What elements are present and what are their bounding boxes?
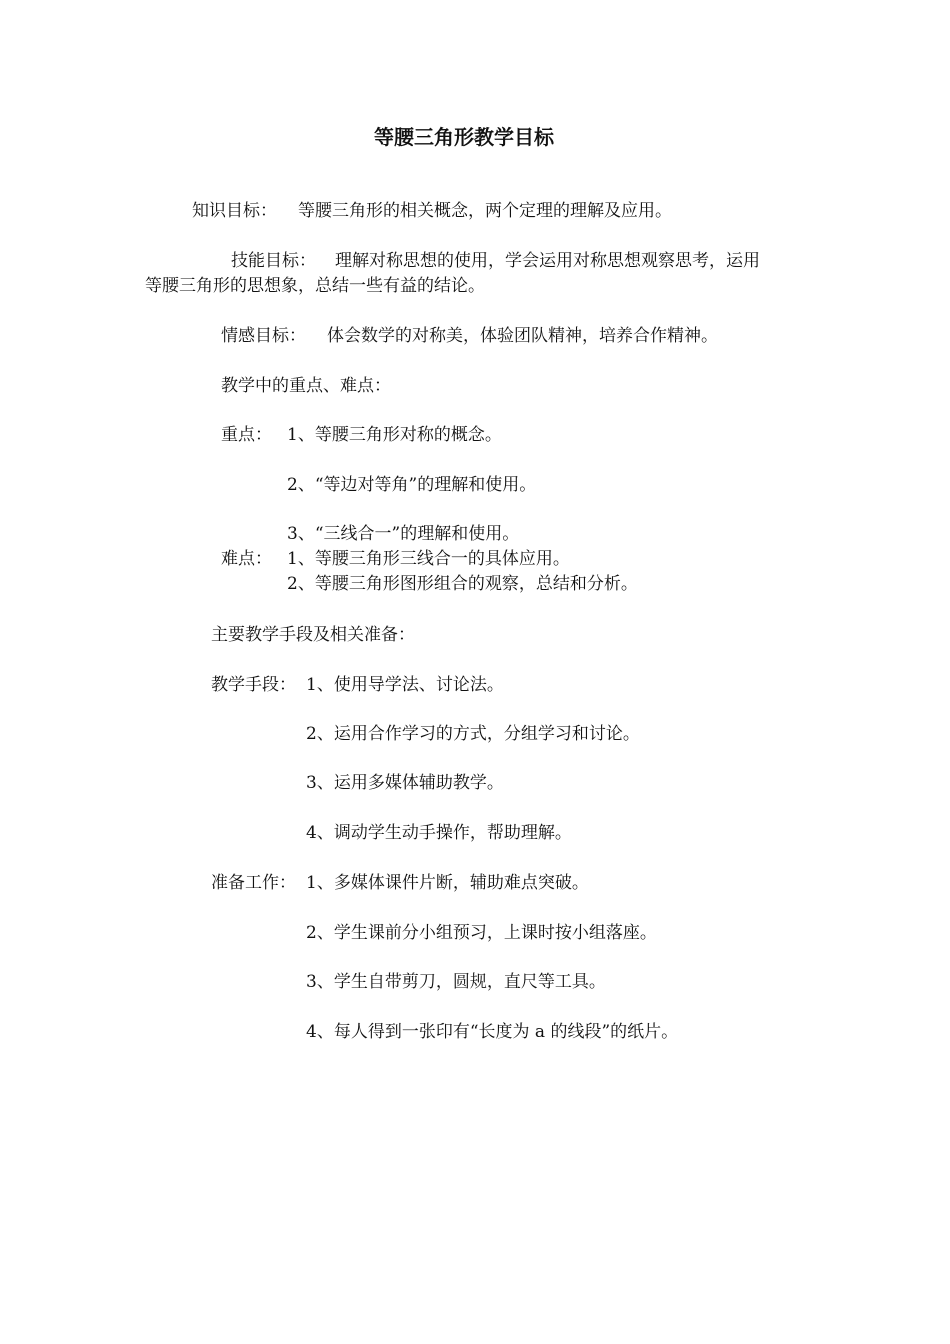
difficult-points-label: 难点： — [221, 549, 272, 569]
teaching-means-label: 教学手段： — [211, 675, 296, 695]
emotion-goal-text: 体会数学的对称美，体验团队精神，培养合作精神。 — [327, 326, 718, 346]
preparation-work-item: 4、每人得到一张印有“长度为 a 的线段”的纸片。 — [306, 1022, 679, 1042]
preparation-work-item: 1、多媒体课件片断，辅助难点突破。 — [306, 873, 589, 893]
teaching-means-item: 3、运用多媒体辅助教学。 — [306, 773, 504, 793]
key-point-item: 3、“三线合一”的理解和使用。 — [287, 524, 520, 544]
preparation-heading: 主要教学手段及相关准备： — [211, 625, 415, 645]
key-points-label: 重点： — [221, 425, 272, 445]
key-point-item: 1、等腰三角形对称的概念。 — [287, 425, 502, 445]
difficult-point-item: 1、等腰三角形三线合一的具体应用。 — [287, 549, 570, 569]
teaching-means-item: 1、使用导学法、讨论法。 — [306, 675, 504, 695]
document-title: 等腰三角形教学目标 — [374, 125, 554, 149]
preparation-work-item: 3、学生自带剪刀，圆规，直尺等工具。 — [306, 972, 606, 992]
emotion-goal-label: 情感目标： — [221, 326, 306, 346]
teaching-means-item: 2、运用合作学习的方式，分组学习和讨论。 — [306, 724, 640, 744]
difficult-point-item: 2、等腰三角形图形组合的观察，总结和分析。 — [287, 574, 638, 594]
key-point-item: 2、“等边对等角”的理解和使用。 — [287, 475, 537, 495]
knowledge-goal-label: 知识目标： — [192, 201, 277, 221]
skill-goal-label: 技能目标： — [231, 251, 316, 271]
teaching-means-item: 4、调动学生动手操作，帮助理解。 — [306, 823, 572, 843]
skill-goal-text: 理解对称思想的使用，学会运用对称思想观察思考，运用 — [335, 251, 760, 271]
knowledge-goal-text: 等腰三角形的相关概念，两个定理的理解及应用。 — [298, 201, 672, 221]
key-difficult-heading: 教学中的重点、难点： — [221, 376, 391, 396]
preparation-work-label: 准备工作： — [211, 873, 296, 893]
skill-goal-text-continued: 等腰三角形的思想象，总结一些有益的结论。 — [145, 276, 485, 296]
preparation-work-item: 2、学生课前分小组预习，上课时按小组落座。 — [306, 923, 657, 943]
